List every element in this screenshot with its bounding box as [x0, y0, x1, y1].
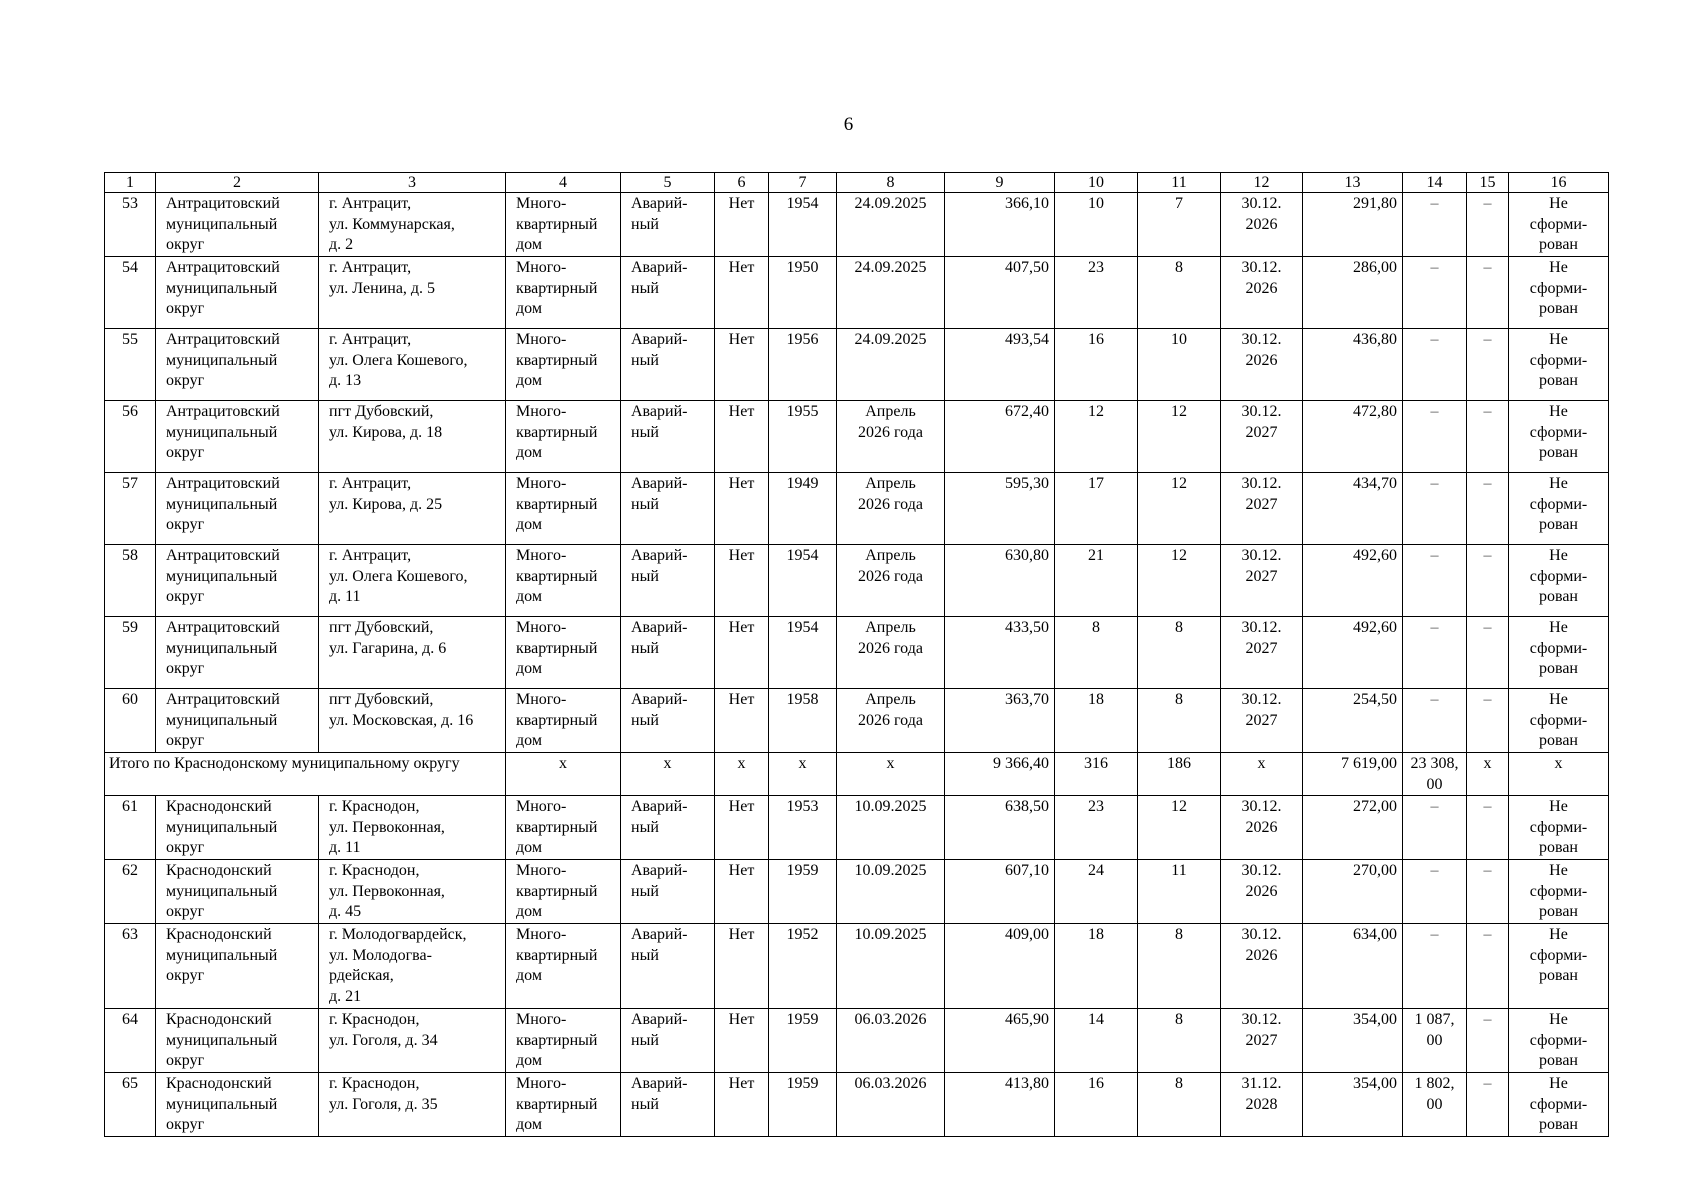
date-cell: 06.03.2026: [837, 1073, 945, 1137]
total-c6-cell: x: [715, 753, 769, 796]
column-number-cell: 11: [1138, 173, 1221, 193]
condition-cell: Аварий- ный: [621, 860, 715, 924]
address-cell: г. Краснодон, ул. Первоконная, д. 45: [319, 860, 506, 924]
column-number-cell: 14: [1403, 173, 1467, 193]
condition-cell: Аварий- ный: [621, 257, 715, 329]
area-cell: 630,80: [945, 545, 1055, 617]
col11-cell: 11: [1138, 860, 1221, 924]
building-type-cell: Много- квартирный дом: [506, 689, 621, 753]
col10-cell: 12: [1055, 401, 1138, 473]
address-cell: г. Краснодон, ул. Первоконная, д. 11: [319, 796, 506, 860]
building-type-cell: Много- квартирный дом: [506, 617, 621, 689]
year-cell: 1956: [769, 329, 837, 401]
building-type-cell: Много- квартирный дом: [506, 1073, 621, 1137]
col14-cell: –: [1403, 796, 1467, 860]
district-cell: Антрацитовский муниципальный округ: [156, 473, 319, 545]
area-cell: 366,10: [945, 193, 1055, 257]
col14-cell: –: [1403, 545, 1467, 617]
column-number-row: [105, 173, 1609, 193]
table-row: [105, 401, 1609, 473]
col6-cell: Нет: [715, 257, 769, 329]
table-row: [105, 1009, 1609, 1073]
status-cell: Не сформи- рован: [1509, 689, 1609, 753]
area-cell: 638,50: [945, 796, 1055, 860]
col6-cell: Нет: [715, 860, 769, 924]
col14-cell: –: [1403, 329, 1467, 401]
col6-cell: Нет: [715, 617, 769, 689]
building-type-cell: Много- квартирный дом: [506, 193, 621, 257]
year-cell: 1959: [769, 1009, 837, 1073]
total-c15-cell: x: [1467, 753, 1509, 796]
address-cell: г. Антрацит, ул. Олега Кошевого, д. 13: [319, 329, 506, 401]
column-number-cell: 15: [1467, 173, 1509, 193]
building-type-cell: Много- квартирный дом: [506, 473, 621, 545]
column-number-cell: 8: [837, 173, 945, 193]
table-row: [105, 796, 1609, 860]
condition-cell: Аварий- ный: [621, 473, 715, 545]
column-number-cell: 6: [715, 173, 769, 193]
col13-cell: 634,00: [1303, 924, 1403, 1009]
col13-cell: 291,80: [1303, 193, 1403, 257]
row-number-cell: 58: [105, 545, 156, 617]
row-number-cell: 64: [105, 1009, 156, 1073]
col6-cell: Нет: [715, 1073, 769, 1137]
column-number-cell: 2: [156, 173, 319, 193]
status-cell: Не сформи- рован: [1509, 193, 1609, 257]
total-c4-cell: x: [506, 753, 621, 796]
year-cell: 1955: [769, 401, 837, 473]
total-label-cell: Итого по Краснодонскому муниципальному округу: [105, 753, 506, 796]
col15-cell: –: [1467, 1073, 1509, 1137]
column-number-cell: 1: [105, 173, 156, 193]
address-cell: г. Антрацит, ул. Коммунарская, д. 2: [319, 193, 506, 257]
address-cell: пгт Дубовский, ул. Московская, д. 16: [319, 689, 506, 753]
col10-cell: 23: [1055, 257, 1138, 329]
col10-cell: 18: [1055, 924, 1138, 1009]
area-cell: 409,00: [945, 924, 1055, 1009]
district-cell: Краснодонский муниципальный округ: [156, 1009, 319, 1073]
col14-cell: –: [1403, 473, 1467, 545]
col14-cell: –: [1403, 401, 1467, 473]
col11-cell: 12: [1138, 796, 1221, 860]
condition-cell: Аварий- ный: [621, 193, 715, 257]
col14-cell: –: [1403, 617, 1467, 689]
col15-cell: –: [1467, 329, 1509, 401]
col13-cell: 354,00: [1303, 1009, 1403, 1073]
building-type-cell: Много- квартирный дом: [506, 401, 621, 473]
year-cell: 1954: [769, 193, 837, 257]
condition-cell: Аварий- ный: [621, 689, 715, 753]
total-c12-cell: x: [1221, 753, 1303, 796]
column-number-cell: 9: [945, 173, 1055, 193]
area-cell: 595,30: [945, 473, 1055, 545]
building-type-cell: Много- квартирный дом: [506, 257, 621, 329]
building-type-cell: Много- квартирный дом: [506, 329, 621, 401]
address-cell: г. Антрацит, ул. Кирова, д. 25: [319, 473, 506, 545]
total-c9-cell: 9 366,40: [945, 753, 1055, 796]
status-cell: Не сформи- рован: [1509, 473, 1609, 545]
row-number-cell: 61: [105, 796, 156, 860]
col14-cell: 1 802, 00: [1403, 1073, 1467, 1137]
row-number-cell: 62: [105, 860, 156, 924]
total-c10-cell: 316: [1055, 753, 1138, 796]
area-cell: 465,90: [945, 1009, 1055, 1073]
col15-cell: –: [1467, 924, 1509, 1009]
deadline-cell: 30.12. 2027: [1221, 473, 1303, 545]
col15-cell: –: [1467, 796, 1509, 860]
building-type-cell: Много- квартирный дом: [506, 860, 621, 924]
col15-cell: –: [1467, 545, 1509, 617]
col13-cell: 272,00: [1303, 796, 1403, 860]
col13-cell: 354,00: [1303, 1073, 1403, 1137]
condition-cell: Аварий- ный: [621, 401, 715, 473]
address-cell: г. Антрацит, ул. Ленина, д. 5: [319, 257, 506, 329]
year-cell: 1954: [769, 617, 837, 689]
deadline-cell: 30.12. 2026: [1221, 329, 1303, 401]
col6-cell: Нет: [715, 796, 769, 860]
date-cell: 06.03.2026: [837, 1009, 945, 1073]
building-type-cell: Много- квартирный дом: [506, 924, 621, 1009]
date-cell: 24.09.2025: [837, 329, 945, 401]
status-cell: Не сформи- рован: [1509, 329, 1609, 401]
condition-cell: Аварий- ный: [621, 796, 715, 860]
year-cell: 1949: [769, 473, 837, 545]
col6-cell: Нет: [715, 1009, 769, 1073]
district-cell: Антрацитовский муниципальный округ: [156, 329, 319, 401]
date-cell: 10.09.2025: [837, 796, 945, 860]
col15-cell: –: [1467, 617, 1509, 689]
col11-cell: 8: [1138, 1073, 1221, 1137]
col10-cell: 18: [1055, 689, 1138, 753]
status-cell: Не сформи- рован: [1509, 545, 1609, 617]
year-cell: 1958: [769, 689, 837, 753]
status-cell: Не сформи- рован: [1509, 617, 1609, 689]
status-cell: Не сформи- рован: [1509, 257, 1609, 329]
deadline-cell: 30.12. 2027: [1221, 617, 1303, 689]
district-cell: Краснодонский муниципальный округ: [156, 860, 319, 924]
district-cell: Антрацитовский муниципальный округ: [156, 545, 319, 617]
table-row: [105, 545, 1609, 617]
address-cell: пгт Дубовский, ул. Кирова, д. 18: [319, 401, 506, 473]
address-cell: г. Антрацит, ул. Олега Кошевого, д. 11: [319, 545, 506, 617]
deadline-cell: 30.12. 2027: [1221, 545, 1303, 617]
district-cell: Антрацитовский муниципальный округ: [156, 257, 319, 329]
column-number-cell: 5: [621, 173, 715, 193]
condition-cell: Аварий- ный: [621, 617, 715, 689]
area-cell: 672,40: [945, 401, 1055, 473]
col15-cell: –: [1467, 473, 1509, 545]
total-c5-cell: x: [621, 753, 715, 796]
col10-cell: 10: [1055, 193, 1138, 257]
deadline-cell: 30.12. 2027: [1221, 689, 1303, 753]
col11-cell: 8: [1138, 257, 1221, 329]
col14-cell: 1 087, 00: [1403, 1009, 1467, 1073]
district-cell: Краснодонский муниципальный округ: [156, 1073, 319, 1137]
col14-cell: –: [1403, 860, 1467, 924]
deadline-cell: 30.12. 2027: [1221, 1009, 1303, 1073]
date-cell: 10.09.2025: [837, 924, 945, 1009]
total-c7-cell: x: [769, 753, 837, 796]
district-cell: Краснодонский муниципальный округ: [156, 796, 319, 860]
date-cell: Апрель 2026 года: [837, 689, 945, 753]
col15-cell: –: [1467, 193, 1509, 257]
col11-cell: 8: [1138, 689, 1221, 753]
condition-cell: Аварий- ный: [621, 924, 715, 1009]
year-cell: 1959: [769, 860, 837, 924]
deadline-cell: 31.12. 2028: [1221, 1073, 1303, 1137]
column-number-cell: 10: [1055, 173, 1138, 193]
area-cell: 407,50: [945, 257, 1055, 329]
col13-cell: 434,70: [1303, 473, 1403, 545]
deadline-cell: 30.12. 2026: [1221, 860, 1303, 924]
col14-cell: –: [1403, 924, 1467, 1009]
district-cell: Антрацитовский муниципальный округ: [156, 193, 319, 257]
col10-cell: 17: [1055, 473, 1138, 545]
col13-cell: 492,60: [1303, 617, 1403, 689]
col15-cell: –: [1467, 689, 1509, 753]
column-number-cell: 12: [1221, 173, 1303, 193]
area-cell: 413,80: [945, 1073, 1055, 1137]
col11-cell: 8: [1138, 924, 1221, 1009]
col15-cell: –: [1467, 401, 1509, 473]
table-row: [105, 617, 1609, 689]
date-cell: Апрель 2026 года: [837, 617, 945, 689]
col6-cell: Нет: [715, 924, 769, 1009]
row-number-cell: 59: [105, 617, 156, 689]
column-number-cell: 4: [506, 173, 621, 193]
deadline-cell: 30.12. 2026: [1221, 193, 1303, 257]
table-row: [105, 329, 1609, 401]
col11-cell: 8: [1138, 1009, 1221, 1073]
housing-register-table: [104, 172, 1609, 1137]
row-number-cell: 63: [105, 924, 156, 1009]
col10-cell: 14: [1055, 1009, 1138, 1073]
year-cell: 1954: [769, 545, 837, 617]
date-cell: Апрель 2026 года: [837, 545, 945, 617]
col10-cell: 24: [1055, 860, 1138, 924]
col13-cell: 270,00: [1303, 860, 1403, 924]
col11-cell: 8: [1138, 617, 1221, 689]
row-number-cell: 54: [105, 257, 156, 329]
col10-cell: 16: [1055, 1073, 1138, 1137]
table-row: [105, 1073, 1609, 1137]
district-cell: Краснодонский муниципальный округ: [156, 924, 319, 1009]
year-cell: 1952: [769, 924, 837, 1009]
col11-cell: 12: [1138, 401, 1221, 473]
year-cell: 1950: [769, 257, 837, 329]
status-cell: Не сформи- рован: [1509, 1009, 1609, 1073]
address-cell: пгт Дубовский, ул. Гагарина, д. 6: [319, 617, 506, 689]
row-number-cell: 56: [105, 401, 156, 473]
table-row: [105, 193, 1609, 257]
row-number-cell: 55: [105, 329, 156, 401]
status-cell: Не сформи- рован: [1509, 401, 1609, 473]
col6-cell: Нет: [715, 545, 769, 617]
table-row: [105, 924, 1609, 1009]
district-cell: Антрацитовский муниципальный округ: [156, 689, 319, 753]
col15-cell: –: [1467, 860, 1509, 924]
total-c13-cell: 7 619,00: [1303, 753, 1403, 796]
deadline-cell: 30.12. 2026: [1221, 796, 1303, 860]
row-number-cell: 60: [105, 689, 156, 753]
building-type-cell: Много- квартирный дом: [506, 1009, 621, 1073]
column-number-cell: 7: [769, 173, 837, 193]
area-cell: 433,50: [945, 617, 1055, 689]
building-type-cell: Много- квартирный дом: [506, 796, 621, 860]
building-type-cell: Много- квартирный дом: [506, 545, 621, 617]
area-cell: 363,70: [945, 689, 1055, 753]
row-number-cell: 53: [105, 193, 156, 257]
col6-cell: Нет: [715, 473, 769, 545]
address-cell: г. Молодогвардейск, ул. Молодогва- рдейская, д. 21: [319, 924, 506, 1009]
col10-cell: 21: [1055, 545, 1138, 617]
address-cell: г. Краснодон, ул. Гоголя, д. 34: [319, 1009, 506, 1073]
year-cell: 1959: [769, 1073, 837, 1137]
col11-cell: 10: [1138, 329, 1221, 401]
condition-cell: Аварий- ный: [621, 329, 715, 401]
date-cell: 10.09.2025: [837, 860, 945, 924]
table-row: [105, 473, 1609, 545]
col13-cell: 286,00: [1303, 257, 1403, 329]
district-cell: Антрацитовский муниципальный округ: [156, 617, 319, 689]
status-cell: Не сформи- рован: [1509, 924, 1609, 1009]
col15-cell: –: [1467, 1009, 1509, 1073]
table-row: [105, 689, 1609, 753]
status-cell: Не сформи- рован: [1509, 860, 1609, 924]
area-cell: 607,10: [945, 860, 1055, 924]
date-cell: 24.09.2025: [837, 193, 945, 257]
condition-cell: Аварий- ный: [621, 545, 715, 617]
col11-cell: 7: [1138, 193, 1221, 257]
col11-cell: 12: [1138, 545, 1221, 617]
col14-cell: –: [1403, 193, 1467, 257]
column-number-cell: 3: [319, 173, 506, 193]
col15-cell: –: [1467, 257, 1509, 329]
total-c11-cell: 186: [1138, 753, 1221, 796]
col13-cell: 436,80: [1303, 329, 1403, 401]
column-number-cell: 13: [1303, 173, 1403, 193]
date-cell: Апрель 2026 года: [837, 473, 945, 545]
deadline-cell: 30.12. 2027: [1221, 401, 1303, 473]
col10-cell: 8: [1055, 617, 1138, 689]
condition-cell: Аварий- ный: [621, 1009, 715, 1073]
col10-cell: 23: [1055, 796, 1138, 860]
table-row: [105, 860, 1609, 924]
status-cell: Не сформи- рован: [1509, 796, 1609, 860]
address-cell: г. Краснодон, ул. Гоголя, д. 35: [319, 1073, 506, 1137]
col14-cell: –: [1403, 689, 1467, 753]
date-cell: 24.09.2025: [837, 257, 945, 329]
area-cell: 493,54: [945, 329, 1055, 401]
col11-cell: 12: [1138, 473, 1221, 545]
total-c8-cell: x: [837, 753, 945, 796]
col6-cell: Нет: [715, 329, 769, 401]
col10-cell: 16: [1055, 329, 1138, 401]
column-number-cell: 16: [1509, 173, 1609, 193]
col13-cell: 254,50: [1303, 689, 1403, 753]
col6-cell: Нет: [715, 193, 769, 257]
col6-cell: Нет: [715, 401, 769, 473]
condition-cell: Аварий- ный: [621, 1073, 715, 1137]
year-cell: 1953: [769, 796, 837, 860]
row-number-cell: 65: [105, 1073, 156, 1137]
total-row: [105, 753, 1609, 796]
page-number: 6: [843, 114, 854, 135]
table-row: [105, 257, 1609, 329]
col6-cell: Нет: [715, 689, 769, 753]
district-cell: Антрацитовский муниципальный округ: [156, 401, 319, 473]
deadline-cell: 30.12. 2026: [1221, 924, 1303, 1009]
col14-cell: –: [1403, 257, 1467, 329]
status-cell: Не сформи- рован: [1509, 1073, 1609, 1137]
date-cell: Апрель 2026 года: [837, 401, 945, 473]
total-c16-cell: x: [1509, 753, 1609, 796]
deadline-cell: 30.12. 2026: [1221, 257, 1303, 329]
col13-cell: 472,80: [1303, 401, 1403, 473]
total-c14-cell: 23 308, 00: [1403, 753, 1467, 796]
col13-cell: 492,60: [1303, 545, 1403, 617]
row-number-cell: 57: [105, 473, 156, 545]
